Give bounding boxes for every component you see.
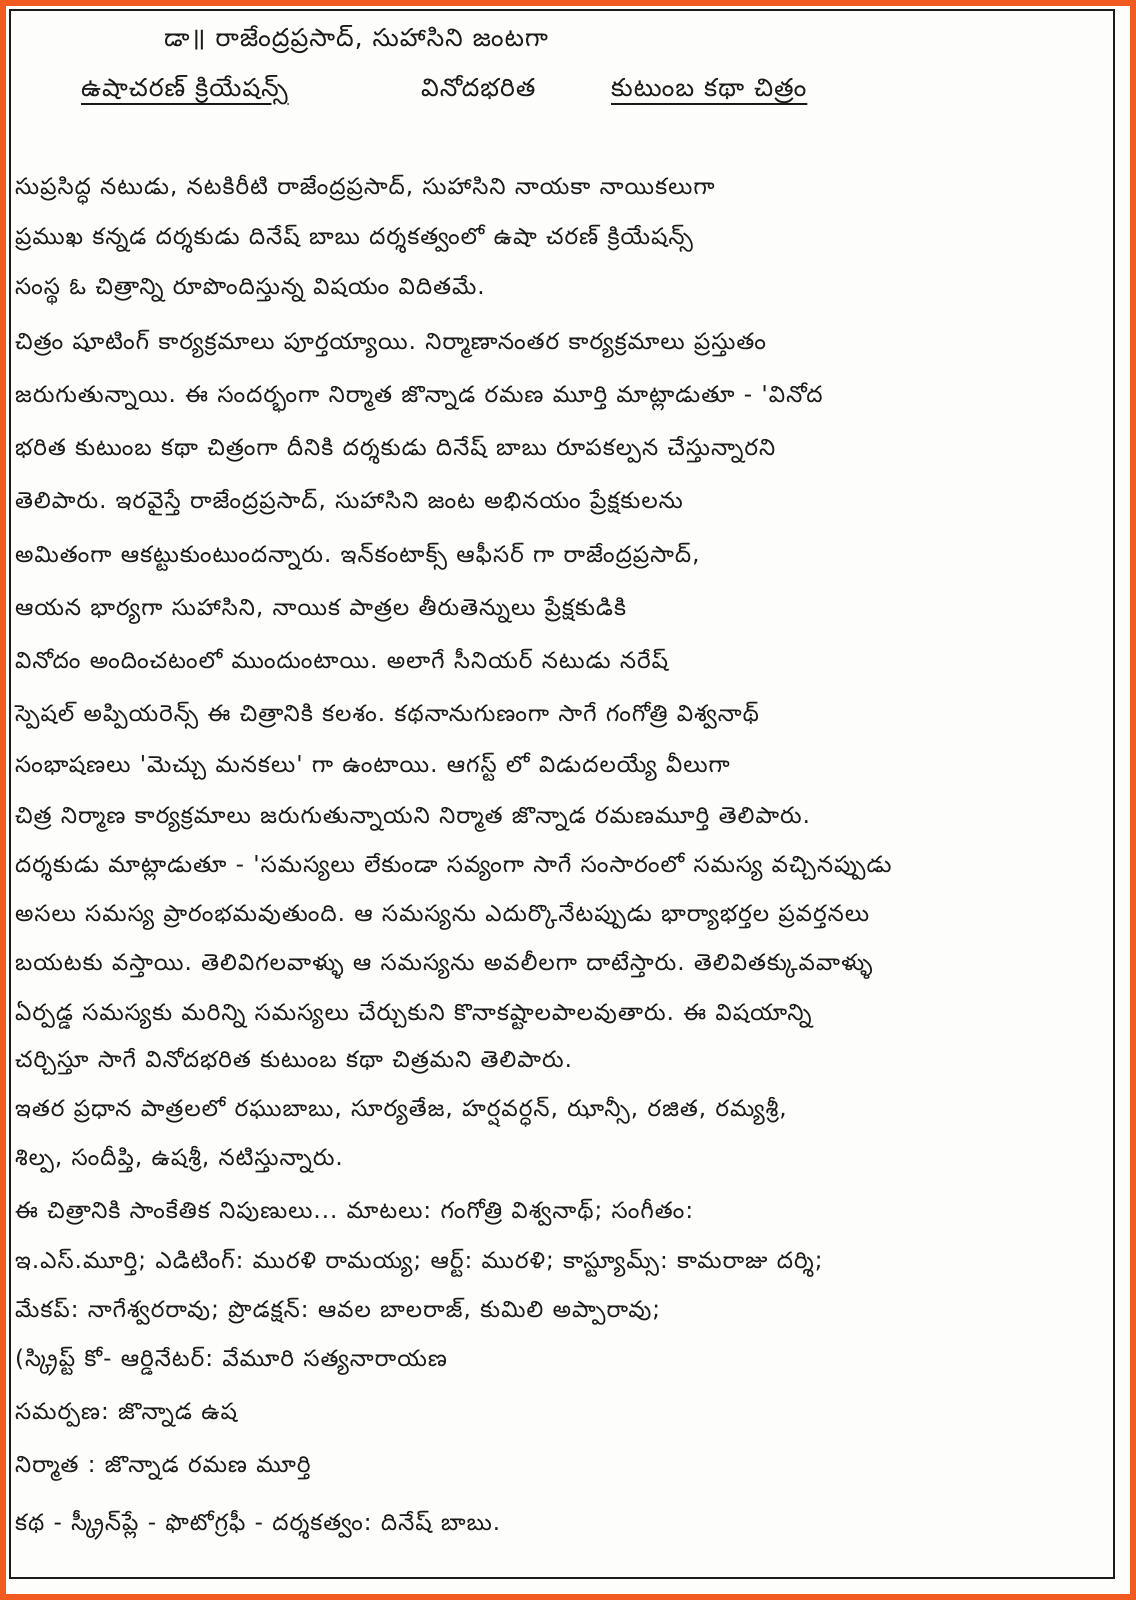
body-line-8: అమితంగా ఆకట్టుకుంటుందన్నారు. ఇన్‌కంటాక్స్ ఆఫీసర్ గా రాజేంద్రప్రసాద్, xyxy=(15,542,701,568)
body-line-18: చర్చిస్తూ సాగే వినోదభరిత కుటుంబ కథా చిత్రమని తెలిపారు. xyxy=(15,1047,573,1073)
handwritten-press-note xyxy=(11,11,1113,1577)
body-line-25: సమర్పణ: జొన్నాడ ఉష xyxy=(15,1399,238,1425)
body-line-2: ప్రముఖ కన్నడ దర్శకుడు దినేష్ బాబు దర్శకత్వంలో ఉషా చరణ్ క్రియేషన్స్ xyxy=(15,224,694,250)
body-line-24: (స్క్రిప్ట్ కో- ఆర్డినేటర్: వేమూరి సత్యనారాయణ xyxy=(15,1346,448,1372)
body-line-7: తెలిపారు. ఇరవైస్తే రాజేంద్రప్రసాద్, సుహాసిని జంట అభినయం ప్రేక్షకులను xyxy=(15,488,684,514)
body-line-23: మేకప్: నాగేశ్వరరావు; ప్రొడక్షన్: ఆవల బాలరాజ్, కుమిలి అప్పారావు; xyxy=(15,1297,662,1323)
body-line-12: సంభాషణలు 'మెచ్చు మనకలు' గా ఉంటాయి. ఆగస్ట్ లో విడుదలయ్యే వీలుగా xyxy=(15,752,731,778)
body-line-6: భరిత కుటుంబ కథా చిత్రంగా దీనికి దర్శకుడు దినేష్ బాబు రూపకల్పన చేస్తున్నారని xyxy=(15,435,777,461)
body-line-1: సుప్రసిద్ధ నటుడు, నటకిరీటి రాజేంద్రప్రసాద్, సుహాసిని నాయకా నాయికలుగా xyxy=(15,174,716,200)
body-line-4: చిత్రం షూటింగ్ కార్యక్రమాలు పూర్తయ్యాయి. నిర్మాణానంతర కార్యక్రమాలు ప్రస్తుతం xyxy=(15,329,767,355)
heading-line-1: డా॥ రాజేంద్రప్రసాద్, సుహాసిని జంటగా xyxy=(164,23,549,52)
body-line-27: కథ - స్క్రీన్‌ప్లే - ఫొటోగ్రఫీ - దర్శకత్వం: దినేష్ బాబు. xyxy=(15,1510,502,1536)
body-line-26: నిర్మాత : జొన్నాడ రమణ మూర్తి xyxy=(15,1452,312,1478)
body-line-22: ఇ.ఎస్.మూర్తి; ఎడిటింగ్: మురళి రామయ్య; ఆర్ట్: మురళి; కాస్ట్యూమ్స్: కామరాజు దర్శి; xyxy=(15,1248,824,1274)
body-line-15: అసలు సమస్య ప్రారంభమవుతుంది. ఆ సమస్యను ఎదుర్కొనేటప్పుడు భార్యాభర్తల ప్రవర్తనలు xyxy=(15,901,871,927)
body-line-20: శిల్ప, సందీప్తి, ఉషశ్రీ, నటిస్తున్నారు. xyxy=(15,1145,344,1171)
body-line-19: ఇతర ప్రధాన పాత్రలలో రఘుబాబు, సూర్యతేజ, హర్షవర్ధన్, ఝాన్సీ, రజిత, రమ్యశ్రీ, xyxy=(15,1096,788,1122)
body-line-17: ఏర్పడ్డ సమస్యకు మరిన్ని సమస్యలు చేర్చుకుని కొనాకష్టాలపాలవుతారు. ఈ విషయాన్ని xyxy=(15,1000,813,1026)
heading-company: ఉషాచరణ్ క్రియేషన్స్ xyxy=(81,73,289,102)
heading-genre: వినోదభరిత xyxy=(421,73,537,102)
body-line-9: ఆయన భార్యగా సుహాసిని, నాయిక పాత్రల తీరుతెన్నులు ప్రేక్షకుడికి xyxy=(15,595,627,621)
heading-film-type: కుటుంబ కథా చిత్రం xyxy=(611,73,808,102)
body-line-10: వినోదం అందించటంలో ముందుంటాయి. అలాగే సీనియర్ నటుడు నరేష్ xyxy=(15,648,670,674)
body-line-16: బయటకు వస్తాయి. తెలివిగలవాళ్ళు ఆ సమస్యను అవలీలగా దాటేస్తారు. తెలివితక్కువవాళ్ళు xyxy=(15,950,874,976)
body-line-3: సంస్థ ఓ చిత్రాన్ని రూపొందిస్తున్న విషయం విదితమే. xyxy=(15,274,486,300)
body-line-5: జరుగుతున్నాయి. ఈ సందర్భంగా నిర్మాత జొన్నాడ రమణ మూర్తి మాట్లాడుతూ - 'వినోద xyxy=(15,382,824,408)
body-line-21: ఈ చిత్రానికి సాంకేతిక నిపుణులు... మాటలు: గంగోత్రి విశ్వనాథ్; సంగీతం: xyxy=(15,1198,695,1224)
body-line-11: స్పెషల్ అప్పియరెన్స్ ఈ చిత్రానికి కలశం. కథనానుగుణంగా సాగే గంగోత్రి విశ్వనాథ్ xyxy=(15,701,760,727)
body-line-13: చిత్ర నిర్మాణ కార్యక్రమాలు జరుగుతున్నాయని నిర్మాత జొన్నాడ రమణమూర్తి తెలిపారు. xyxy=(15,803,811,829)
body-line-14: దర్శకుడు మాట్లాడుతూ - 'సమస్యలు లేకుండా సవ్యంగా సాగే సంసారంలో సమస్య వచ్చినప్పుడు xyxy=(15,852,893,878)
